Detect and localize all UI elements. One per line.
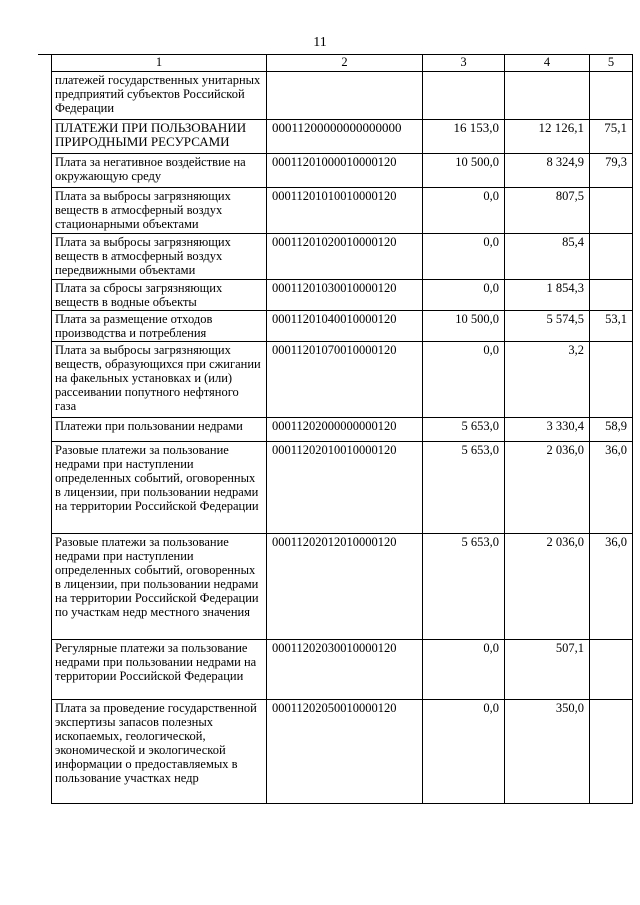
row-code: 00011202000000000120 bbox=[267, 418, 423, 442]
row-name: Разовые платежи за пользование недрами при наступлении определенных событий, оговоренных в лицензии, при пользовании недрами на территории Российской Федерации по участкам недр местного значения bbox=[52, 534, 267, 640]
row-name: ПЛАТЕЖИ ПРИ ПОЛЬЗОВАНИИ ПРИРОДНЫМИ РЕСУРСАМИ bbox=[52, 120, 267, 154]
row-plan: 5 653,0 bbox=[423, 418, 505, 442]
row-actual: 807,5 bbox=[505, 188, 590, 234]
row-actual: 8 324,9 bbox=[505, 154, 590, 188]
table-row bbox=[52, 342, 633, 418]
row-plan: 0,0 bbox=[423, 700, 505, 804]
row-actual: 507,1 bbox=[505, 640, 590, 700]
page-number: 11 bbox=[313, 35, 327, 50]
row-actual: 1 854,3 bbox=[505, 280, 590, 311]
row-name: Плата за негативное воздействие на окружающую среду bbox=[52, 154, 267, 188]
row-code: 00011202010010000120 bbox=[267, 442, 423, 534]
row-code: 00011202030010000120 bbox=[267, 640, 423, 700]
row-code: 00011201030010000120 bbox=[267, 280, 423, 311]
row-actual: 5 574,5 bbox=[505, 311, 590, 342]
row-name: Плата за выбросы загрязняющих веществ, образующихся при сжигании на факельных установках и (или) рассеивании попутного нефтяного газа bbox=[52, 342, 267, 418]
row-code bbox=[267, 72, 423, 120]
row-percent bbox=[590, 700, 633, 804]
row-percent bbox=[590, 640, 633, 700]
row-name: Платежи при пользовании недрами bbox=[52, 418, 267, 442]
row-percent: 36,0 bbox=[590, 534, 633, 640]
header-col-1: 1 bbox=[52, 55, 267, 72]
row-plan: 0,0 bbox=[423, 280, 505, 311]
table-row bbox=[52, 280, 633, 311]
row-percent bbox=[590, 234, 633, 280]
header-row bbox=[52, 55, 633, 72]
row-percent: 53,1 bbox=[590, 311, 633, 342]
table-row bbox=[52, 640, 633, 700]
table-row bbox=[52, 188, 633, 234]
table-row bbox=[52, 418, 633, 442]
row-actual: 12 126,1 bbox=[505, 120, 590, 154]
table-row bbox=[52, 72, 633, 120]
row-percent: 36,0 bbox=[590, 442, 633, 534]
row-actual: 2 036,0 bbox=[505, 442, 590, 534]
row-name: Плата за выбросы загрязняющих веществ в атмосферный воздух передвижными объектами bbox=[52, 234, 267, 280]
budget-table bbox=[51, 54, 633, 804]
row-plan: 10 500,0 bbox=[423, 154, 505, 188]
table-row bbox=[52, 154, 633, 188]
row-actual: 85,4 bbox=[505, 234, 590, 280]
row-percent bbox=[590, 188, 633, 234]
row-code: 00011200000000000000 bbox=[267, 120, 423, 154]
row-percent bbox=[590, 342, 633, 418]
row-plan: 10 500,0 bbox=[423, 311, 505, 342]
row-plan: 5 653,0 bbox=[423, 534, 505, 640]
row-plan: 0,0 bbox=[423, 342, 505, 418]
row-percent bbox=[590, 280, 633, 311]
header-col-4: 4 bbox=[505, 55, 590, 72]
table-row bbox=[52, 234, 633, 280]
row-code: 00011201040010000120 bbox=[267, 311, 423, 342]
table-row bbox=[52, 700, 633, 804]
row-percent: 58,9 bbox=[590, 418, 633, 442]
header-col-2: 2 bbox=[267, 55, 423, 72]
table-row bbox=[52, 120, 633, 154]
row-name: Регулярные платежи за пользование недрами при пользовании недрами на территории Российской Федерации bbox=[52, 640, 267, 700]
row-code: 00011201010010000120 bbox=[267, 188, 423, 234]
row-code: 00011201070010000120 bbox=[267, 342, 423, 418]
row-code: 00011201000010000120 bbox=[267, 154, 423, 188]
row-actual: 350,0 bbox=[505, 700, 590, 804]
table-row bbox=[52, 311, 633, 342]
row-code: 00011201020010000120 bbox=[267, 234, 423, 280]
row-percent: 75,1 bbox=[590, 120, 633, 154]
row-code: 00011202012010000120 bbox=[267, 534, 423, 640]
row-plan bbox=[423, 72, 505, 120]
row-actual: 3 330,4 bbox=[505, 418, 590, 442]
row-plan: 0,0 bbox=[423, 188, 505, 234]
row-name: Разовые платежи за пользование недрами при наступлении определенных событий, оговоренных в лицензии, при пользовании недрами на территории Российской Федерации bbox=[52, 442, 267, 534]
row-name: платежей государственных унитарных предприятий субъектов Российской Федерации bbox=[52, 72, 267, 120]
table-row bbox=[52, 442, 633, 534]
row-name: Плата за проведение государственной экспертизы запасов полезных ископаемых, геологической, экономической и экологической информации о предоставляемых в пользование участках недр bbox=[52, 700, 267, 804]
header-col-5: 5 bbox=[590, 55, 633, 72]
row-plan: 16 153,0 bbox=[423, 120, 505, 154]
row-name: Плата за размещение отходов производства и потребления bbox=[52, 311, 267, 342]
row-percent bbox=[590, 72, 633, 120]
row-plan: 5 653,0 bbox=[423, 442, 505, 534]
row-name: Плата за сбросы загрязняющих веществ в водные объекты bbox=[52, 280, 267, 311]
row-actual: 2 036,0 bbox=[505, 534, 590, 640]
row-actual bbox=[505, 72, 590, 120]
row-code: 00011202050010000120 bbox=[267, 700, 423, 804]
row-plan: 0,0 bbox=[423, 640, 505, 700]
row-plan: 0,0 bbox=[423, 234, 505, 280]
row-actual: 3,2 bbox=[505, 342, 590, 418]
row-name: Плата за выбросы загрязняющих веществ в атмосферный воздух стационарными объектами bbox=[52, 188, 267, 234]
header-col-3: 3 bbox=[423, 55, 505, 72]
row-percent: 79,3 bbox=[590, 154, 633, 188]
table-row bbox=[52, 534, 633, 640]
